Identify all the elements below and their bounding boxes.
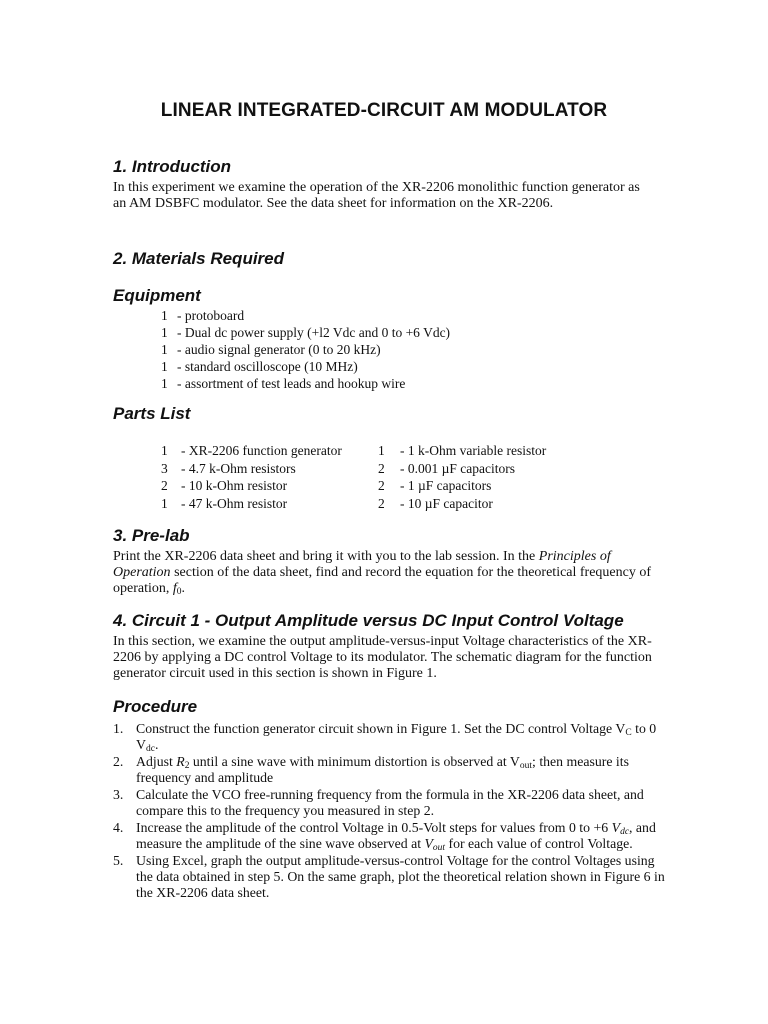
prelab-text: .: [181, 581, 186, 597]
equipment-item: [161, 308, 450, 325]
prelab-emphasis: Principles of Operation: [113, 549, 611, 581]
equipment-text: - protoboard: [177, 308, 245, 323]
heading-materials: 2. Materials Required: [113, 249, 285, 268]
procedure-step: [113, 853, 673, 901]
step-number: 2.: [113, 754, 124, 769]
document-title: LINEAR INTEGRATED-CIRCUIT AM MODULATOR: [160, 100, 608, 121]
procedure-step: [113, 820, 673, 852]
equipment-qty: 1: [161, 341, 168, 357]
prelab-text: section of the data sheet, find and record the equation for the theoretical frequency of operation,: [113, 565, 652, 597]
step-text: Construct the function generator circuit shown in Figure 1. Set the DC control Voltage $V_C$ to 0 $V_{dc}$.: [136, 721, 657, 754]
heading-introduction: 1. Introduction: [113, 157, 232, 176]
step-number: 4.: [113, 820, 124, 835]
equipment-item: [161, 359, 450, 376]
part-qty: 1: [161, 495, 168, 511]
heading-procedure: Procedure: [113, 697, 198, 716]
equipment-qty: 1: [161, 358, 168, 374]
prelab-paragraph: [113, 549, 653, 598]
equipment-qty: 1: [161, 308, 168, 323]
intro-paragraph: In this experiment we examine the operation of the XR-2206 monolithic function generator as an AM DSBFC modulator. See the data sheet for information on the XR-2206.: [113, 180, 640, 212]
step-text: Using Excel, graph the output amplitude-versus-control Voltage for the control Voltages using the data obtained in step 5. On the same graph, plot the theoretical relation shown in Figure 6 in the XR-2206 data sheet.: [136, 853, 665, 900]
parts-row: [161, 461, 546, 479]
step-text: Calculate the VCO free-running frequency from the formula in the XR-2206 data sheet, and compare this to the frequency you measured in step 2.: [136, 787, 644, 818]
part-qty: 1: [161, 443, 168, 458]
heading-parts-list: Parts List: [113, 404, 191, 423]
equipment-text: - assortment of test leads and hookup wire: [177, 375, 406, 391]
prelab-text: Print the XR-2206 data sheet and bring it with you to the lab session. In the: [113, 549, 539, 564]
procedure-list: [113, 721, 673, 902]
equipment-qty: 1: [161, 324, 168, 340]
part-name: - 1 µF capacitors: [400, 478, 492, 493]
procedure-step: [113, 721, 673, 753]
part-name: - 10 k-Ohm resistor: [181, 478, 288, 493]
part-qty: 2: [378, 460, 385, 476]
prelab-symbol: f: [172, 581, 177, 597]
part-qty: 2: [161, 478, 168, 493]
equipment-item: [161, 325, 450, 342]
parts-row: [161, 443, 546, 461]
step-number: 1.: [113, 721, 124, 736]
equipment-item: [161, 342, 450, 359]
circuit1-paragraph: In this section, we examine the output amplitude-versus-input Voltage characteristics of the XR-2206 by applying a DC control Voltage to its modulator. The schematic diagram for the function generator circuit used in this section is shown in Figure 1.: [113, 634, 652, 682]
part-name: - XR-2206 function generator: [181, 443, 342, 458]
prelab-subscript: 0: [176, 587, 182, 598]
step-number: 3.: [113, 787, 124, 802]
parts-row: [161, 496, 546, 514]
heading-circuit-1: 4. Circuit 1 - Output Amplitude versus DC Input Control Voltage: [113, 611, 624, 630]
part-name: - 4.7 k-Ohm resistors: [181, 460, 296, 476]
equipment-text: - standard oscilloscope (10 MHz): [177, 358, 358, 374]
parts-table: [161, 443, 546, 513]
heading-prelab: 3. Pre-lab: [113, 526, 190, 545]
equipment-list: [161, 308, 450, 393]
part-qty: 2: [378, 478, 385, 493]
step-text: Adjust $R_2$ until a sine wave with minimum distortion is observed at $V_{out}$; then measure its frequency and amplitude: [136, 754, 629, 785]
parts-row: [161, 478, 546, 496]
equipment-text: - Dual dc power supply (+l2 Vdc and 0 to +6 Vdc): [177, 324, 451, 340]
equipment-item: [161, 376, 450, 393]
procedure-step: [113, 754, 673, 786]
part-name: - 1 k-Ohm variable resistor: [400, 443, 547, 458]
equipment-text: - audio signal generator (0 to 20 kHz): [177, 341, 381, 357]
procedure-step: [113, 787, 673, 819]
step-text: Increase the amplitude of the control Voltage in 0.5-Volt steps for values from 0 to +6 $V_{dc}$, and measure the amplitude of the sine wave observed at $V_{out}$ for each value of control Voltage.: [136, 820, 656, 853]
part-name: - 0.001 µF capacitors: [400, 460, 516, 476]
heading-equipment: Equipment: [113, 286, 201, 305]
part-name: - 47 k-Ohm resistor: [181, 495, 288, 511]
part-qty: 2: [378, 495, 385, 511]
equipment-qty: 1: [161, 375, 168, 391]
part-qty: 3: [161, 460, 168, 476]
part-qty: 1: [378, 443, 385, 458]
step-number: 5.: [113, 853, 124, 868]
part-name: - 10 µF capacitor: [400, 495, 493, 511]
